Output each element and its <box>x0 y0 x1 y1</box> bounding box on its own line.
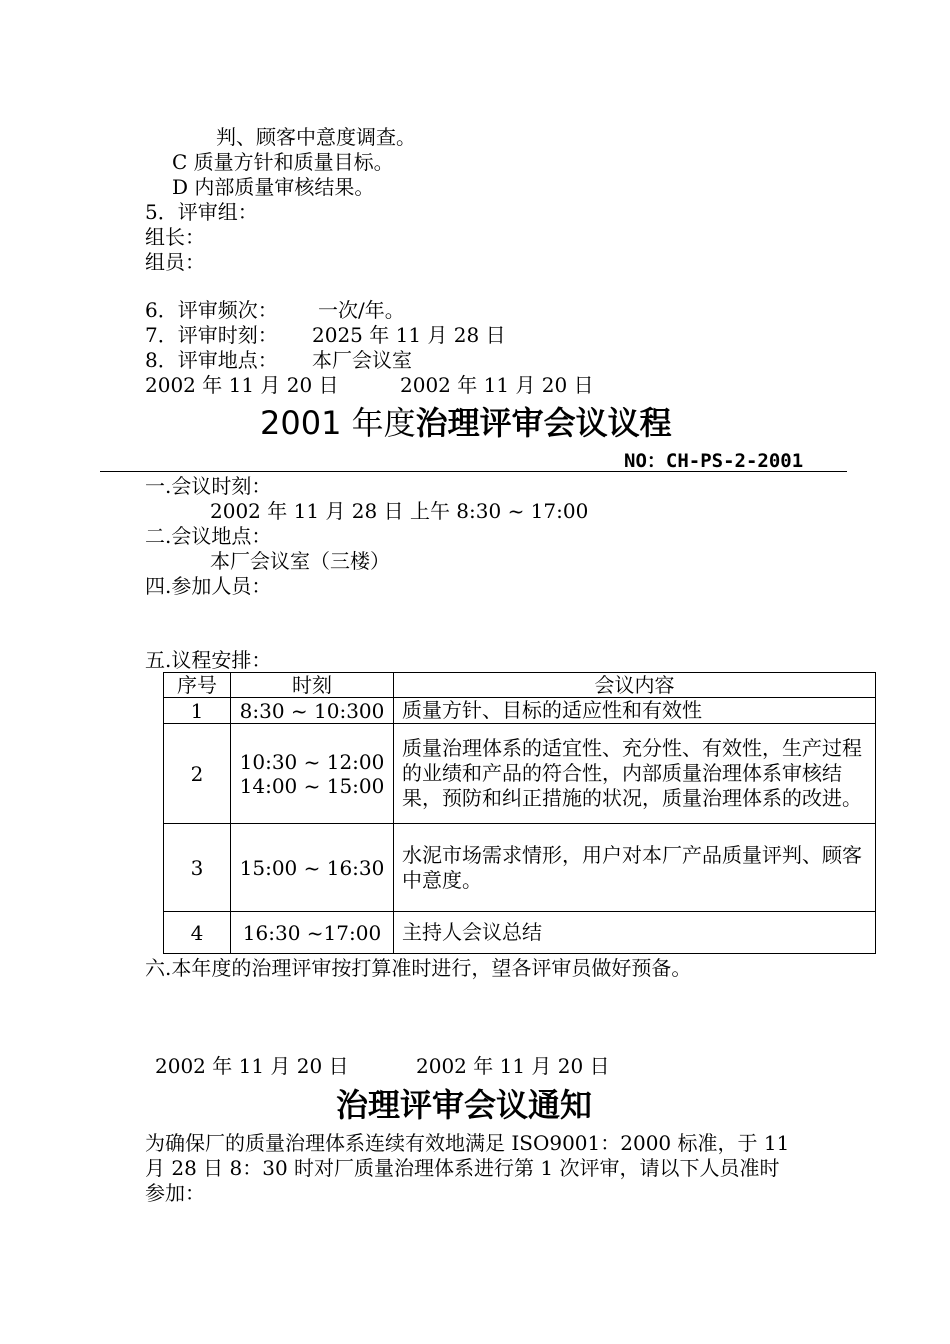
row-content: 主持人会议总结 <box>394 912 876 954</box>
item-label: 6．评审频次： <box>145 298 278 322</box>
row-number: 1 <box>164 698 231 724</box>
table-row <box>164 912 876 954</box>
row-number: 2 <box>164 724 231 824</box>
list-line: 组长： <box>145 225 205 249</box>
table-header-row <box>164 673 876 698</box>
table-row <box>164 824 876 912</box>
notice-line: 参加： <box>145 1181 205 1205</box>
section-heading: 二.会议地点： <box>145 524 272 548</box>
column-header: 会议内容 <box>394 673 876 698</box>
row-time: 16:30 ~17:00 <box>231 912 394 954</box>
agenda-title-year: 2001 年度 <box>260 404 416 442</box>
row-number: 3 <box>164 824 231 912</box>
row-time: 8:30 ~ 10:300 <box>231 698 394 724</box>
list-line: D 内部质量审核结果。 <box>172 175 375 199</box>
date-left: 2002 年 11 月 20 日 <box>145 373 339 397</box>
row-content: 水泥市场需求情形，用户对本厂产品质量评判、顾客中意度。 <box>394 824 876 912</box>
list-line: C 质量方针和质量目标。 <box>172 150 394 174</box>
row-time-line: 14:00 ~ 15:00 <box>239 773 385 798</box>
notice-line: 为确保厂的质量治理体系连续有效地满足 ISO9001：2000 标准，于 11 <box>145 1131 790 1155</box>
agenda-title <box>260 403 672 443</box>
document-number: NO：CH-PS-2-2001 <box>624 450 804 472</box>
header-divider <box>100 471 847 472</box>
item-value: 2025 年 11 月 28 日 <box>312 323 506 347</box>
date-right: 2002 年 11 月 20 日 <box>400 373 594 397</box>
row-content: 质量方针、目标的适应性和有效性 <box>394 698 876 724</box>
date-right: 2002 年 11 月 20 日 <box>416 1054 610 1078</box>
section-heading: 一.会议时刻： <box>145 474 272 498</box>
date-left: 2002 年 11 月 20 日 <box>155 1054 349 1078</box>
section-heading: 五.议程安排： <box>145 648 272 672</box>
section-value: 2002 年 11 月 28 日 上午 8:30 ~ 17:00 <box>210 499 589 523</box>
column-header: 时刻 <box>231 673 394 698</box>
item-label: 8．评审地点： <box>145 348 278 372</box>
table-row <box>164 724 876 824</box>
list-line: 5．评审组： <box>145 200 258 224</box>
list-line: 判、顾客中意度调查。 <box>216 125 416 149</box>
table-row <box>164 698 876 724</box>
item-value: 本厂会议室 <box>312 348 412 372</box>
item-value: 一次/年。 <box>318 298 405 322</box>
notice-title: 治理评审会议通知 <box>336 1086 593 1124</box>
closing-line: 六.本年度的治理评审按打算准时进行，望各评审员做好预备。 <box>145 956 692 980</box>
row-time: 15:00 ~ 16:30 <box>231 824 394 912</box>
row-time-line: 10:30 ~ 12:00 <box>239 749 385 774</box>
row-time <box>231 724 394 824</box>
section-heading: 四.参加人员： <box>145 574 272 598</box>
notice-line: 月 28 日 8：30 时对厂质量治理体系进行第 1 次评审，请以下人员准时 <box>145 1156 780 1180</box>
list-line: 组员： <box>145 250 205 274</box>
agenda-title-main: 治理评审会议议程 <box>415 404 672 442</box>
section-value: 本厂会议室（三楼） <box>210 549 390 573</box>
row-number: 4 <box>164 912 231 954</box>
item-label: 7．评审时刻： <box>145 323 278 347</box>
column-header: 序号 <box>164 673 231 698</box>
agenda-table <box>163 672 876 954</box>
row-content: 质量治理体系的适宜性、充分性、有效性，生产过程的业绩和产品的符合性，内部质量治理体系审核结果，预防和纠正措施的状况，质量治理体系的改进。 <box>394 724 876 824</box>
